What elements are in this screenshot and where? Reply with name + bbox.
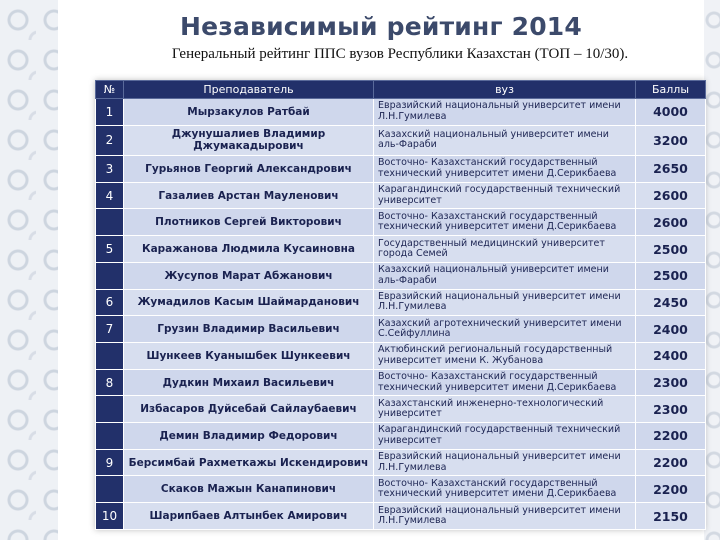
header-score: Баллы bbox=[636, 81, 706, 99]
table-row bbox=[96, 289, 706, 316]
rank-cell: 1 bbox=[96, 99, 124, 126]
header-num: № bbox=[96, 81, 124, 99]
rank-cell: 7 bbox=[96, 316, 124, 343]
teacher-cell: Демин Владимир Федорович bbox=[124, 423, 374, 450]
page-subtitle: Генеральный рейтинг ППС вузов Республики Казахстан (ТОП – 10/30). bbox=[171, 46, 629, 62]
table-row bbox=[96, 156, 706, 183]
rank-cell: 2 bbox=[96, 125, 124, 155]
university-cell: Карагандинский государственный технический университет bbox=[374, 182, 636, 209]
university-cell: Казахский агротехнический университет имени С.Сейфуллина bbox=[374, 316, 636, 343]
university-cell: Казахский национальный университет имени аль-Фараби bbox=[374, 125, 636, 155]
table-row bbox=[96, 423, 706, 450]
university-cell: Казахский национальный университет имени аль-Фараби bbox=[374, 262, 636, 289]
teacher-cell: Жусупов Марат Абжанович bbox=[124, 262, 374, 289]
score-cell: 2650 bbox=[636, 156, 706, 183]
university-cell: Восточно- Казахстанский государственный технический университет имени Д.Серикбаева bbox=[374, 209, 636, 236]
teacher-cell: Каражанова Людмила Кусаиновна bbox=[124, 236, 374, 263]
score-cell: 2200 bbox=[636, 476, 706, 503]
table-row bbox=[96, 476, 706, 503]
university-cell: Восточно- Казахстанский государственный технический университет имени Д.Серикбаева bbox=[374, 156, 636, 183]
university-cell: Государственный медицинский университет города Семей bbox=[374, 236, 636, 263]
teacher-cell: Мырзакулов Ратбай bbox=[124, 99, 374, 126]
table-row bbox=[96, 342, 706, 369]
score-cell: 2450 bbox=[636, 289, 706, 316]
table-row bbox=[96, 209, 706, 236]
rank-cell bbox=[96, 209, 124, 236]
score-cell: 2200 bbox=[636, 423, 706, 450]
decorative-ornament-left bbox=[0, 0, 58, 540]
score-cell: 2400 bbox=[636, 316, 706, 343]
university-cell: Евразийский национальный университет имени Л.Н.Гумилева bbox=[374, 99, 636, 126]
teacher-cell: Грузин Владимир Васильевич bbox=[124, 316, 374, 343]
rating-table-container bbox=[95, 80, 705, 530]
teacher-cell: Скаков Мажын Канапинович bbox=[124, 476, 374, 503]
table-row bbox=[96, 99, 706, 126]
university-cell: Карагандинский государственный технический университет bbox=[374, 423, 636, 450]
rank-cell: 5 bbox=[96, 236, 124, 263]
teacher-cell: Дудкин Михаил Васильевич bbox=[124, 369, 374, 396]
table-row bbox=[96, 316, 706, 343]
rank-cell bbox=[96, 342, 124, 369]
teacher-cell: Джунушалиев Владимир Джумакадырович bbox=[124, 125, 374, 155]
score-cell: 4000 bbox=[636, 99, 706, 126]
rating-table bbox=[95, 80, 706, 530]
table-row bbox=[96, 369, 706, 396]
rank-cell bbox=[96, 476, 124, 503]
teacher-cell: Берсимбай Рахметкажы Искендирович bbox=[124, 449, 374, 476]
table-row bbox=[96, 396, 706, 423]
teacher-cell: Плотников Сергей Викторович bbox=[124, 209, 374, 236]
table-row bbox=[96, 236, 706, 263]
header-university: вуз bbox=[374, 81, 636, 99]
university-cell: Казахстанский инженерно-технологический университет bbox=[374, 396, 636, 423]
rank-cell bbox=[96, 396, 124, 423]
rank-cell bbox=[96, 423, 124, 450]
page-title: Независимый рейтинг 2014 bbox=[179, 12, 582, 41]
decorative-ornament-right bbox=[704, 0, 720, 540]
university-cell: Евразийский национальный университет имени Л.Н.Гумилева bbox=[374, 289, 636, 316]
table-header-row bbox=[96, 81, 706, 99]
table-row bbox=[96, 503, 706, 530]
rank-cell: 3 bbox=[96, 156, 124, 183]
score-cell: 2600 bbox=[636, 182, 706, 209]
rank-cell: 8 bbox=[96, 369, 124, 396]
score-cell: 2500 bbox=[636, 262, 706, 289]
score-cell: 3200 bbox=[636, 125, 706, 155]
table-row bbox=[96, 449, 706, 476]
teacher-cell: Жумадилов Касым Шаймарданович bbox=[124, 289, 374, 316]
teacher-cell: Избасаров Дуйсебай Сайлаубаевич bbox=[124, 396, 374, 423]
university-cell: Евразийский национальный университет имени Л.Н.Гумилева bbox=[374, 449, 636, 476]
score-cell: 2300 bbox=[636, 369, 706, 396]
teacher-cell: Газалиев Арстан Мауленович bbox=[124, 182, 374, 209]
score-cell: 2600 bbox=[636, 209, 706, 236]
teacher-cell: Гурьянов Георгий Александрович bbox=[124, 156, 374, 183]
university-cell: Восточно- Казахстанский государственный технический университет имени Д.Серикбаева bbox=[374, 476, 636, 503]
rank-cell: 9 bbox=[96, 449, 124, 476]
university-cell: Евразийский национальный университет имени Л.Н.Гумилева bbox=[374, 503, 636, 530]
university-cell: Актюбинский региональный государственный университет имени К. Жубанова bbox=[374, 342, 636, 369]
table-row bbox=[96, 182, 706, 209]
rank-cell: 10 bbox=[96, 503, 124, 530]
teacher-cell: Шарипбаев Алтынбек Амирович bbox=[124, 503, 374, 530]
rank-cell: 6 bbox=[96, 289, 124, 316]
score-cell: 2200 bbox=[636, 449, 706, 476]
header-teacher: Преподаватель bbox=[124, 81, 374, 99]
teacher-cell: Шункеев Куанышбек Шункеевич bbox=[124, 342, 374, 369]
table-row bbox=[96, 125, 706, 155]
score-cell: 2300 bbox=[636, 396, 706, 423]
score-cell: 2150 bbox=[636, 503, 706, 530]
rank-cell bbox=[96, 262, 124, 289]
rank-cell: 4 bbox=[96, 182, 124, 209]
score-cell: 2500 bbox=[636, 236, 706, 263]
score-cell: 2400 bbox=[636, 342, 706, 369]
university-cell: Восточно- Казахстанский государственный технический университет имени Д.Серикбаева bbox=[374, 369, 636, 396]
table-row bbox=[96, 262, 706, 289]
